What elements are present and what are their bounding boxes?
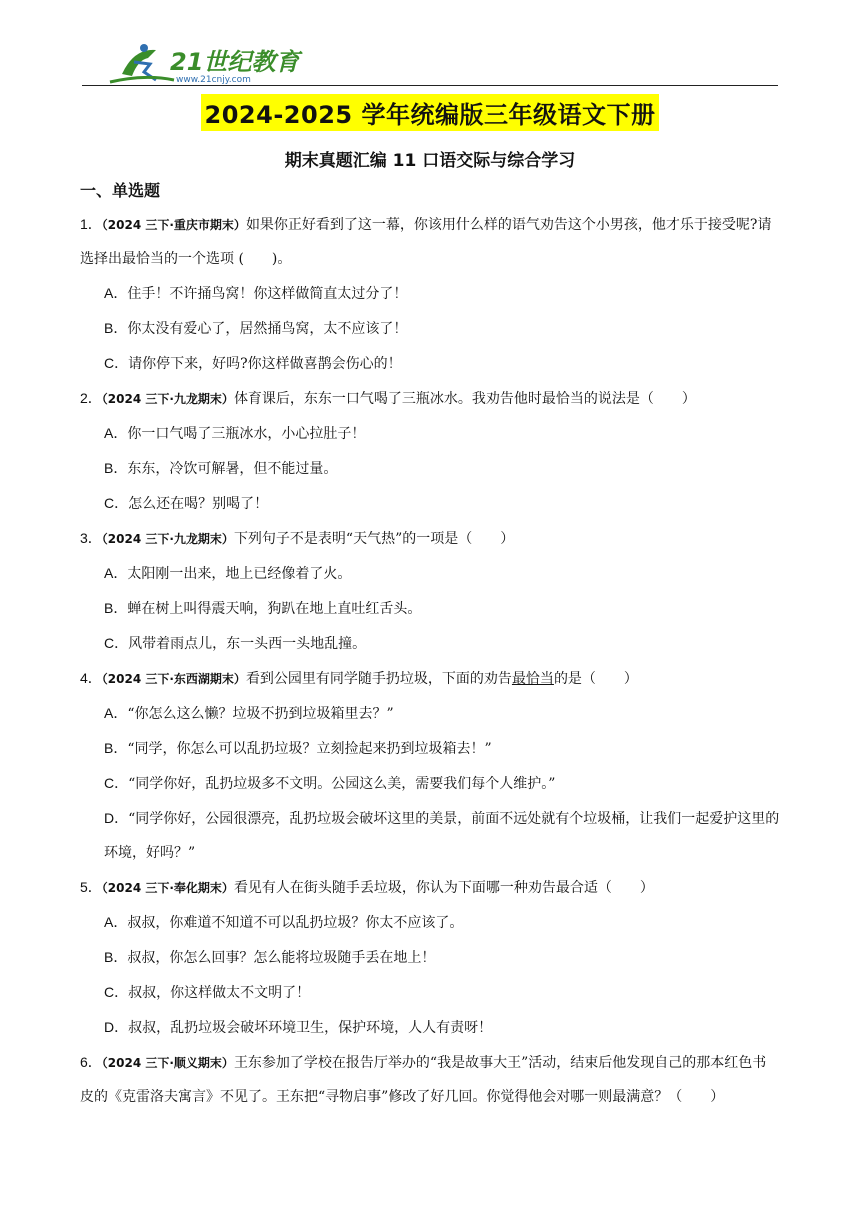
- option-item[interactable]: [80, 940, 780, 975]
- question-source: （2024 三下·奉化期末）: [101, 881, 234, 895]
- option-item[interactable]: [80, 311, 780, 346]
- option-text: 叔叔，你这样做太不文明了！: [128, 985, 311, 1001]
- question-stem: 如果你正好看到了这一幕，你该用什么样的语气劝告这个小男孩，他才乐于接受呢?请选择出最恰当的一个选项 ( )。: [80, 217, 772, 267]
- title-row: [0, 94, 860, 131]
- option-item[interactable]: [80, 905, 780, 940]
- option-item[interactable]: [80, 1010, 780, 1045]
- option-text: 怎么还在喝？别喝了！: [128, 496, 269, 512]
- question-stem: 王东参加了学校在报告厅举办的“我是故事大王”活动，结束后他发现自己的那本红色书皮的《克雷洛夫寓言》不见了。王东把“寻物启事”修改了好几回。你觉得他会对哪一则最满意？（ ）: [80, 1055, 767, 1105]
- option-letter: C．: [104, 635, 129, 651]
- option-letter: B．: [104, 600, 128, 616]
- option-letter: B．: [104, 460, 128, 476]
- question-number: 1．: [80, 216, 102, 232]
- page-header: [82, 36, 778, 86]
- option-text: “你怎么这么懒？垃圾不扔到垃圾箱里去？”: [127, 706, 394, 722]
- logo-text: 21世纪教育: [170, 48, 300, 76]
- option-item[interactable]: [80, 626, 780, 661]
- option-item[interactable]: [80, 731, 780, 766]
- question-list: [80, 207, 780, 1114]
- option-item[interactable]: [80, 975, 780, 1010]
- brand-logo: [104, 40, 364, 86]
- option-letter: C．: [104, 775, 129, 791]
- question-source: （2024 三下·东西湖期末）: [101, 672, 246, 686]
- question-5: [80, 870, 780, 905]
- question-stem-underlined: 最恰当: [511, 671, 554, 687]
- option-item[interactable]: [80, 766, 780, 801]
- question-stem: 看见有人在街头随手丢垃圾，你认为下面哪一种劝告最合适（ ）: [233, 880, 654, 896]
- option-text: “同学你好，公园很漂亮，乱扔垃圾会破坏这里的美景，前面不远处就有个垃圾桶，让我们一起爱护这里的环境，好吗？”: [104, 811, 780, 861]
- question-source: （2024 三下·九龙期末）: [101, 532, 234, 546]
- option-text: 住手！不许捅鸟窝！你这样做简直太过分了！: [127, 286, 408, 302]
- option-letter: A．: [104, 914, 128, 930]
- question-stem: 下列句子不是表明“天气热”的一项是（ ）: [233, 531, 515, 547]
- option-text: “同学，你怎么可以乱扔垃圾？立刻捡起来扔到垃圾箱去！”: [127, 741, 492, 757]
- option-letter: A．: [104, 565, 128, 581]
- option-item[interactable]: [80, 346, 780, 381]
- question-source: （2024 三下·重庆市期末）: [101, 218, 246, 232]
- option-item[interactable]: [80, 591, 780, 626]
- section-heading: 一、单选题: [80, 181, 161, 200]
- option-letter: B．: [104, 320, 128, 336]
- option-text: 叔叔，你难道不知道不可以乱扔垃圾？你太不应该了。: [127, 915, 464, 931]
- option-item[interactable]: [80, 416, 780, 451]
- option-letter: A．: [104, 425, 128, 441]
- question-source: （2024 三下·九龙期末）: [101, 392, 234, 406]
- question-number: 5．: [80, 879, 102, 895]
- option-letter: C．: [104, 495, 129, 511]
- question-number: 3．: [80, 530, 102, 546]
- option-text: 你太没有爱心了，居然捅鸟窝，太不应该了！: [127, 321, 408, 337]
- option-text: 蝉在树上叫得震天响，狗趴在地上直吐红舌头。: [127, 601, 422, 617]
- option-item[interactable]: [80, 801, 780, 870]
- page-title: 2024-2025 学年统编版三年级语文下册: [201, 94, 660, 131]
- option-letter: C．: [104, 984, 129, 1000]
- question-source: （2024 三下·顺义期末）: [101, 1056, 234, 1070]
- option-text: 请你停下来，好吗?你这样做喜鹊会伤心的！: [128, 356, 402, 372]
- question-number: 6．: [80, 1054, 102, 1070]
- option-text: “同学你好，乱扔垃圾多不文明。公园这么美，需要我们每个人维护。”: [128, 776, 556, 792]
- option-item[interactable]: [80, 556, 780, 591]
- logo-url: www.21cnjy.com: [176, 75, 251, 85]
- question-number: 2．: [80, 390, 102, 406]
- question-6: [80, 1045, 780, 1114]
- option-letter: A．: [104, 285, 128, 301]
- option-item[interactable]: [80, 451, 780, 486]
- option-letter: C．: [104, 355, 129, 371]
- option-letter: B．: [104, 949, 128, 965]
- question-3: [80, 521, 780, 556]
- option-text: 东东，冷饮可解暑，但不能过量。: [127, 461, 338, 477]
- option-letter: D．: [104, 1019, 129, 1035]
- option-item[interactable]: [80, 696, 780, 731]
- option-item[interactable]: [80, 276, 780, 311]
- option-text: 太阳刚一出来，地上已经像着了火。: [127, 566, 352, 582]
- option-item[interactable]: [80, 486, 780, 521]
- header-rule: [82, 85, 778, 86]
- question-stem: 体育课后，东东一口气喝了三瓶冰水。我劝告他时最恰当的说法是（ ）: [233, 391, 696, 407]
- option-letter: B．: [104, 740, 128, 756]
- option-text: 叔叔，乱扔垃圾会破坏环境卫生，保护环境，人人有责呀！: [128, 1020, 493, 1036]
- page-subtitle: 期末真题汇编 11 口语交际与综合学习: [284, 151, 576, 171]
- question-stem: 看到公园里有同学随手扔垃圾，下面的劝告: [245, 671, 512, 687]
- option-text: 你一口气喝了三瓶冰水，小心拉肚子！: [127, 426, 366, 442]
- question-2: [80, 381, 780, 416]
- option-letter: A．: [104, 705, 128, 721]
- question-4: [80, 661, 780, 696]
- option-text: 风带着雨点儿，东一头西一头地乱撞。: [128, 636, 367, 652]
- option-text: 叔叔，你怎么回事？怎么能将垃圾随手丢在地上！: [127, 950, 436, 966]
- question-stem-end: 的是（ ）: [553, 671, 638, 687]
- question-number: 4．: [80, 670, 102, 686]
- option-letter: D．: [104, 810, 129, 826]
- question-1: [80, 207, 780, 276]
